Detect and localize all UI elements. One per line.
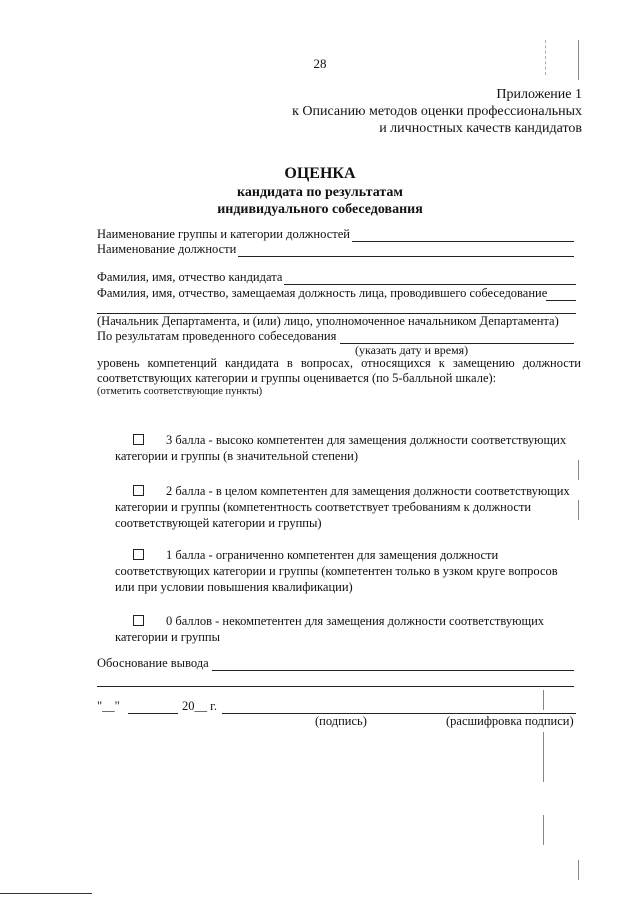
document-subtitle-2: индивидуального собеседования — [217, 202, 423, 217]
scan-margin-mark — [543, 690, 544, 710]
mark-note: (отметить соответствующие пункты) — [97, 386, 263, 397]
option-0-points-text-1: 0 баллов - некомпетентен для замещения должности соответствующих — [166, 614, 545, 628]
signature-label: (подпись) — [315, 714, 367, 728]
appendix-line-3: и личностных качеств кандидатов — [379, 121, 582, 136]
interviewer-note: (Начальник Департамента, и (или) лицо, уполномоченное начальником Департамента) — [97, 314, 559, 328]
option-2-points-text-3: соответствующей категории и группы) — [115, 516, 322, 530]
date-day: "__" — [97, 699, 120, 713]
justification-label: Обоснование вывода — [97, 656, 209, 670]
position-field[interactable] — [238, 256, 574, 257]
option-2-points-checkbox[interactable] — [133, 485, 144, 496]
group-category-field[interactable] — [352, 241, 574, 242]
scan-bottom-line — [0, 893, 92, 894]
option-1-point[interactable] — [115, 547, 585, 595]
interviewer-label: Фамилия, имя, отчество, замещаемая должность лица, проводившего собеседование — [97, 286, 548, 300]
date-month-field[interactable] — [128, 713, 178, 714]
scan-margin-mark — [578, 460, 579, 480]
scan-margin-mark — [578, 40, 579, 80]
appendix-line-2: к Описанию методов оценки профессиональных — [292, 104, 582, 119]
justification-field[interactable] — [212, 670, 574, 671]
option-0-points[interactable] — [115, 613, 585, 645]
option-3-points[interactable] — [115, 432, 585, 464]
option-1-point-checkbox[interactable] — [133, 549, 144, 560]
signature-decode-label: (расшифровка подписи) — [446, 714, 574, 728]
date-year: 20__ г. — [182, 699, 217, 713]
option-0-points-text-2: категории и группы — [115, 630, 220, 644]
option-2-points[interactable] — [115, 483, 585, 531]
option-2-points-text-1: 2 балла - в целом компетентен для замещения должности соответствующих — [166, 484, 570, 498]
option-3-points-checkbox[interactable] — [133, 434, 144, 445]
level-text-line-1: уровень компетенций кандидата в вопросах, относящихся к замещению должности — [97, 356, 581, 370]
document-subtitle-1: кандидата по результатам — [237, 185, 403, 200]
option-3-points-text-2: категории и группы (в значительной степени) — [115, 449, 358, 463]
option-1-point-text-1: 1 балла - ограниченно компетентен для замещения должности — [166, 548, 499, 562]
scan-margin-mark — [578, 860, 579, 880]
scan-margin-mark — [543, 815, 544, 845]
appendix-line-1: Приложение 1 — [496, 87, 582, 102]
option-1-point-text-2: соответствующих категории и группы (компетентен только в узком круге вопросов — [115, 564, 558, 578]
level-text-line-2: соответствующих категории и группы оценивается (по 5-балльной шкале): — [97, 371, 497, 385]
date-hint: (указать дату и время) — [355, 343, 469, 357]
option-3-points-text-1: 3 балла - высоко компетентен для замещения должности соответствующих — [166, 433, 567, 447]
document-title: ОЦЕНКА — [284, 165, 356, 182]
page-number: 28 — [313, 56, 327, 71]
option-0-points-checkbox[interactable] — [133, 615, 144, 626]
group-category-label: Наименование группы и категории должностей — [97, 227, 350, 241]
results-intro: По результатам проведенного собеседования — [97, 329, 337, 343]
option-2-points-text-2: категории и группы (компетентность соответствует требованиям к должности — [115, 500, 532, 514]
scan-margin-mark — [543, 732, 544, 782]
position-label: Наименование должности — [97, 242, 237, 256]
interviewer-field-end[interactable] — [546, 300, 576, 301]
candidate-name-field[interactable] — [284, 284, 576, 285]
candidate-name-label: Фамилия, имя, отчество кандидата — [97, 270, 283, 284]
scan-margin-mark-dashed — [545, 40, 546, 75]
justification-field-2[interactable] — [97, 686, 574, 687]
scan-margin-mark — [578, 500, 579, 520]
option-1-point-text-3: или при условии повышения квалификации) — [115, 580, 353, 594]
